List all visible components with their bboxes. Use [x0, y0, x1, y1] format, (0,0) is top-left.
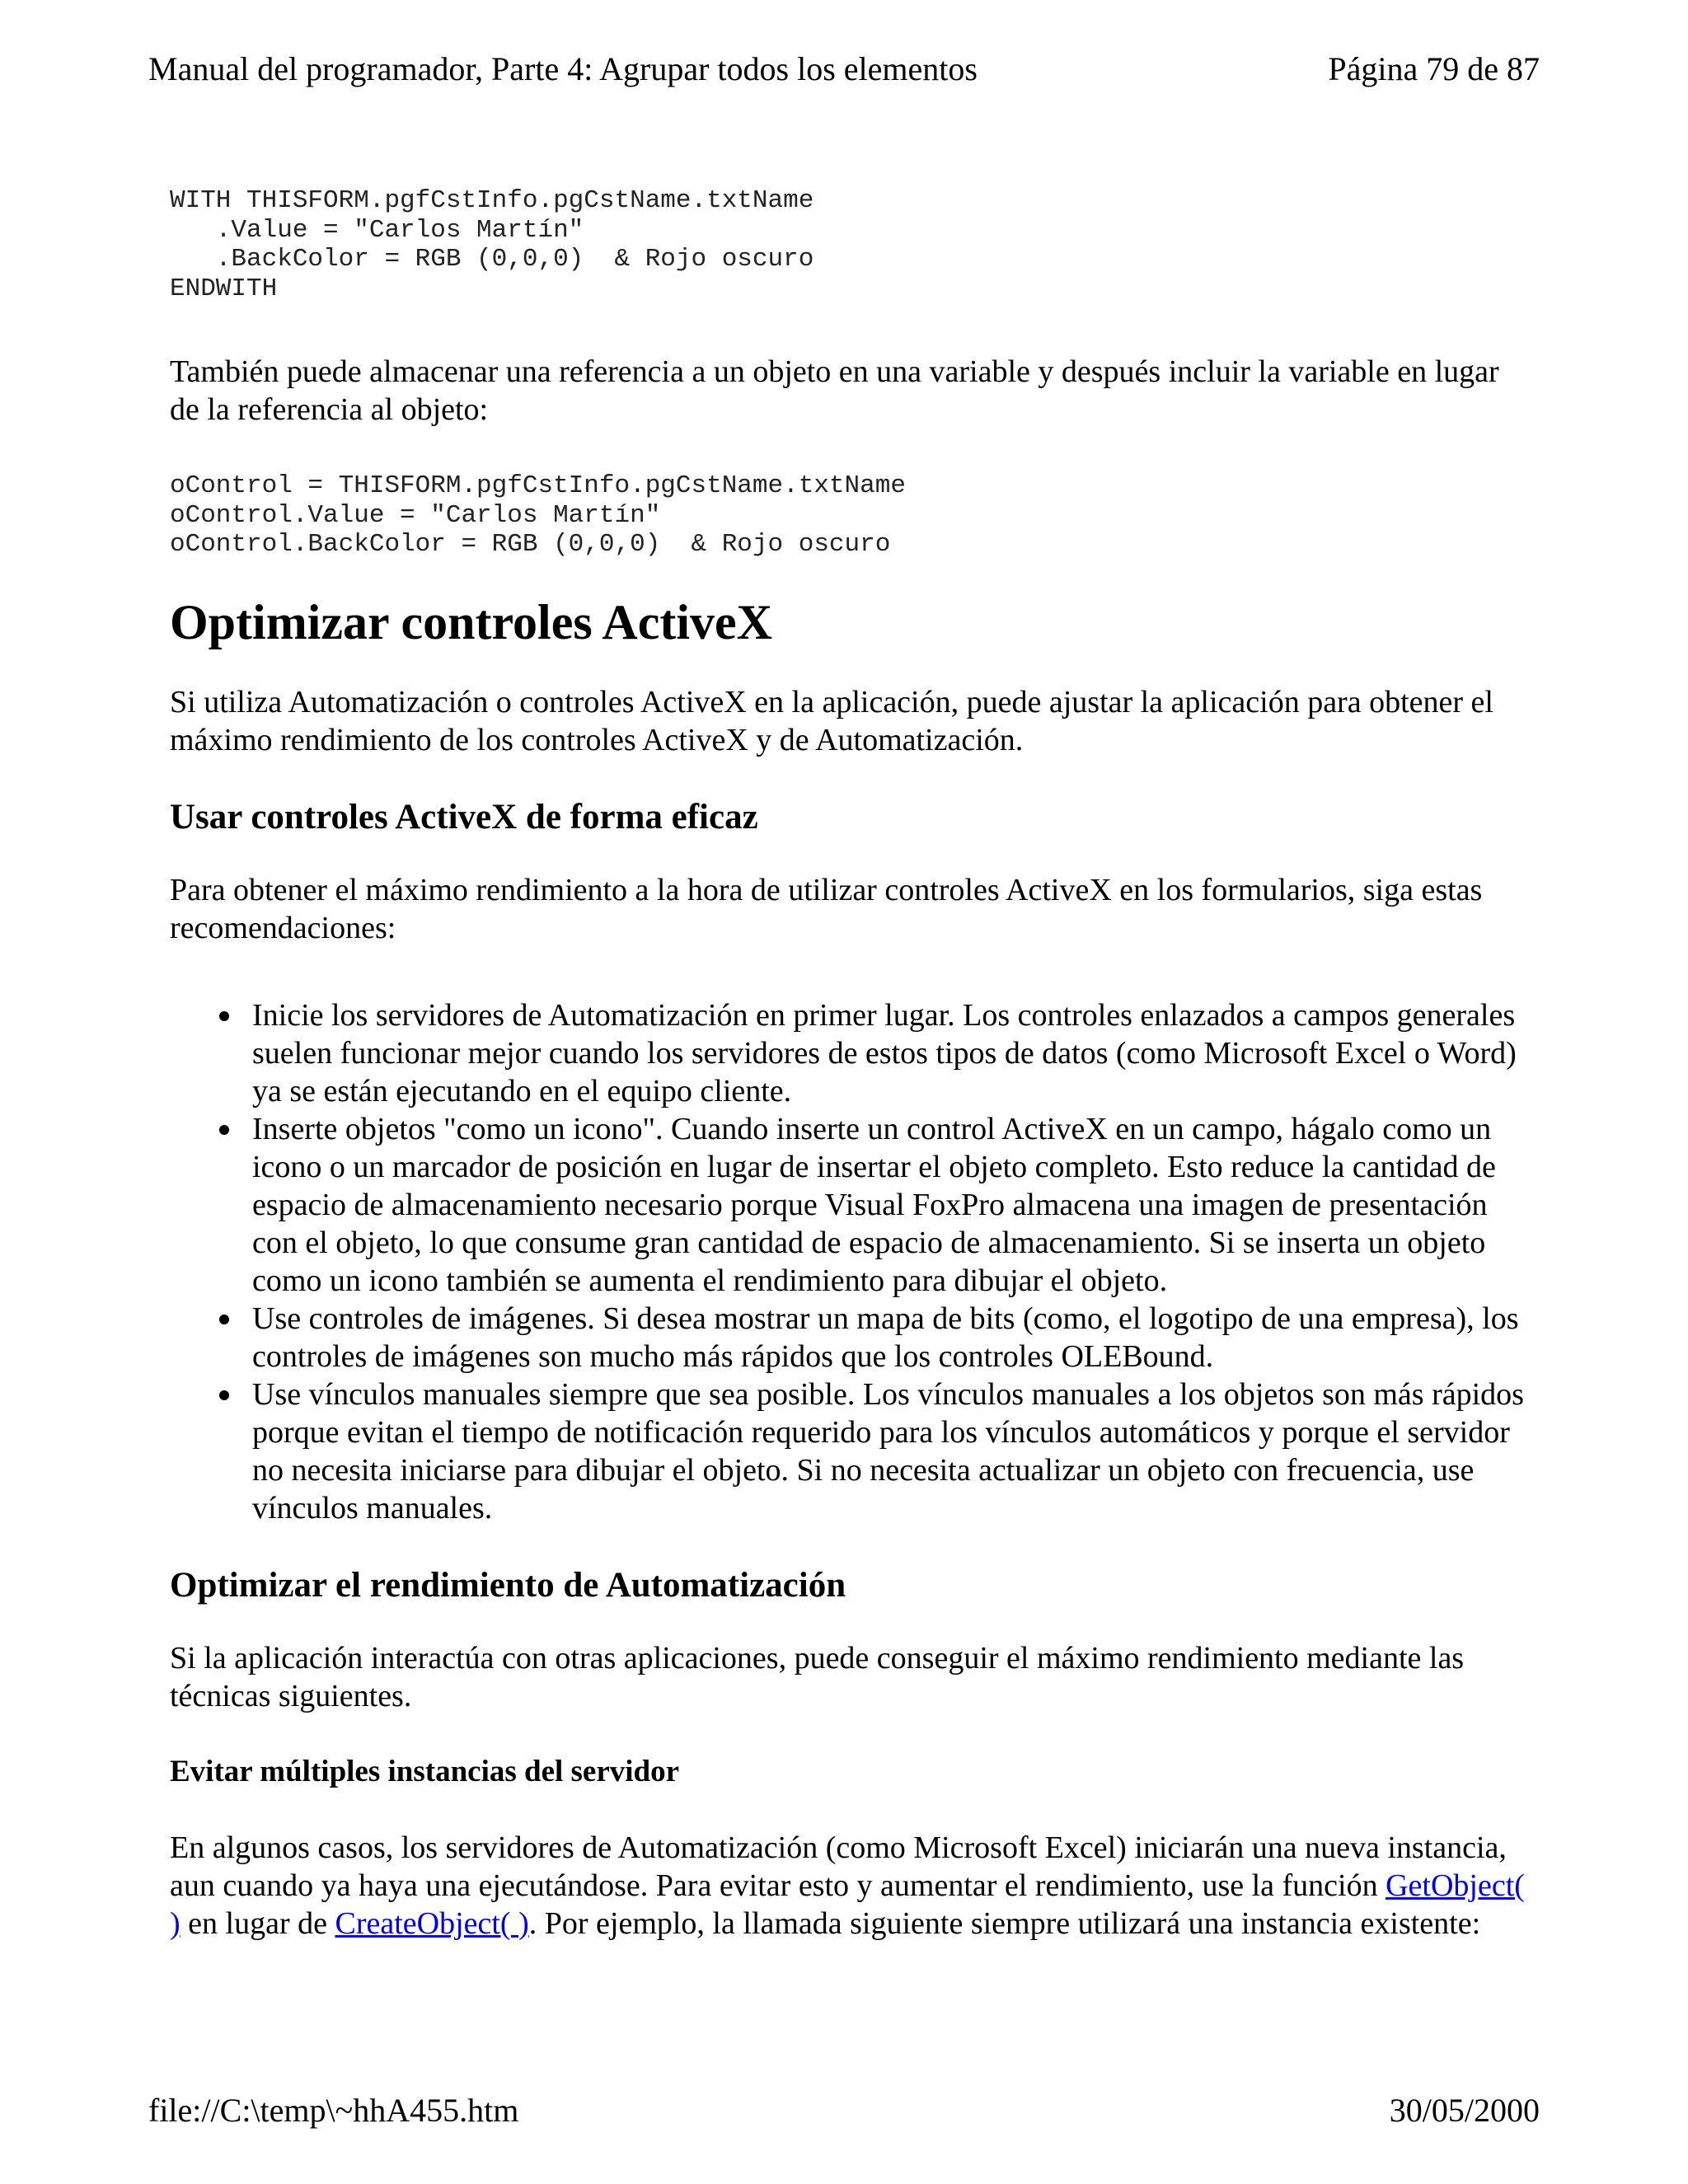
heading-evitar-instancias: Evitar múltiples instancias del servidor [170, 1754, 680, 1788]
list-item [170, 1110, 1530, 1300]
footer-file-path: file://C:\temp\~hhA455.htm [148, 2092, 519, 2129]
paragraph-automation-intro: Si la aplicación interactúa con otras aplicaciones, puede conseguir el máximo rendimiento mediante las técnicas siguientes. [170, 1640, 1465, 1713]
document-content [170, 186, 1530, 1943]
heading-optimizar-activex: Optimizar controles ActiveX [170, 594, 772, 649]
list-item [170, 1300, 1530, 1376]
paragraph-text-part2: en lugar de [180, 1905, 335, 1941]
paragraph-getobject [170, 1829, 1530, 1943]
list-item-text: Inserte objetos "como un icono". Cuando inserte un control ActiveX en un campo, hágalo como un icono o un marcador de posición en lugar de insertar el objeto completo. Esto reduce la cantidad de espacio de almacenamiento necesario porque Visual FoxPro almacena una imagen de presentación con el objeto, lo que consume gran cantidad de espacio de almacenamiento. Si se inserta un objeto como un icono también se aumenta el rendimiento para dibujar el objeto. [252, 1111, 1496, 1298]
heading-usar-activex: Usar controles ActiveX de forma eficaz [170, 797, 758, 837]
recommendations-list [170, 996, 1530, 1527]
list-item [170, 1376, 1530, 1527]
bullet-icon [219, 1390, 229, 1400]
paragraph-object-reference: También puede almacenar una referencia a un objeto en una variable y después incluir la variable en lugar de la referencia al objeto: [170, 354, 1499, 427]
paragraph-text-part3: . Por ejemplo, la llamada siguiente siempre utilizará una instancia existente: [528, 1905, 1481, 1941]
bullet-icon [219, 1011, 229, 1021]
header-title: Manual del programador, Parte 4: Agrupar todos los elementos [148, 50, 978, 87]
paragraph-activex-intro: Si utiliza Automatización o controles ActiveX en la aplicación, puede ajustar la aplicación para obtener el máximo rendimiento de los controles ActiveX y de Automatización. [170, 684, 1493, 757]
bullet-icon [219, 1125, 229, 1135]
code-block-with: WITH THISFORM.pgfCstInfo.pgCstName.txtName .Value = "Carlos Martín" .BackColor = RGB (0,0,0) & Rojo oscuro ENDWITH [170, 186, 814, 303]
heading-optimizar-automatizacion: Optimizar el rendimiento de Automatización [170, 1565, 846, 1605]
list-item [170, 996, 1530, 1110]
createobject-link[interactable]: CreateObject( ) [335, 1905, 529, 1941]
footer-date: 30/05/2000 [1389, 2092, 1540, 2129]
header-page-number: Página 79 de 87 [1328, 50, 1540, 87]
list-item-text: Use vínculos manuales siempre que sea posible. Los vínculos manuales a los objetos son más rápidos porque evitan el tiempo de notificación requerido para los vínculos automáticos y porque el servidor no necesita iniciarse para dibujar el objeto. Si no necesita actualizar un objeto con frecuencia, use vínculos manuales. [252, 1376, 1524, 1526]
bullet-icon [219, 1315, 229, 1324]
page-header [148, 48, 1540, 91]
paragraph-recommendations-intro: Para obtener el máximo rendimiento a la hora de utilizar controles ActiveX en los formularios, siga estas recomendaciones: [170, 872, 1483, 945]
page-footer [148, 2089, 1540, 2132]
paragraph-text-part1: En algunos casos, los servidores de Automatización (como Microsoft Excel) iniciarán una nueva instancia, aun cuando ya haya una ejecutándose. Para evitar esto y aumentar el rendimiento, use la función [170, 1830, 1507, 1903]
code-block-variable: oControl = THISFORM.pgfCstInfo.pgCstName.txtName oControl.Value = "Carlos Martín" oControl.BackColor = RGB (0,0,0) & Rojo oscuro [170, 471, 906, 559]
list-item-text: Use controles de imágenes. Si desea mostrar un mapa de bits (como, el logotipo de una empresa), los controles de imágenes son mucho más rápidos que los controles OLEBound. [252, 1301, 1519, 1374]
getobject-link[interactable]: GetObject( ) [170, 1868, 1525, 1941]
list-item-text: Inicie los servidores de Automatización en primer lugar. Los controles enlazados a campos generales suelen funcionar mejor cuando los servidores de estos tipos de datos (como Microsoft Excel o Word) ya se están ejecutando en el equipo cliente. [252, 997, 1517, 1108]
